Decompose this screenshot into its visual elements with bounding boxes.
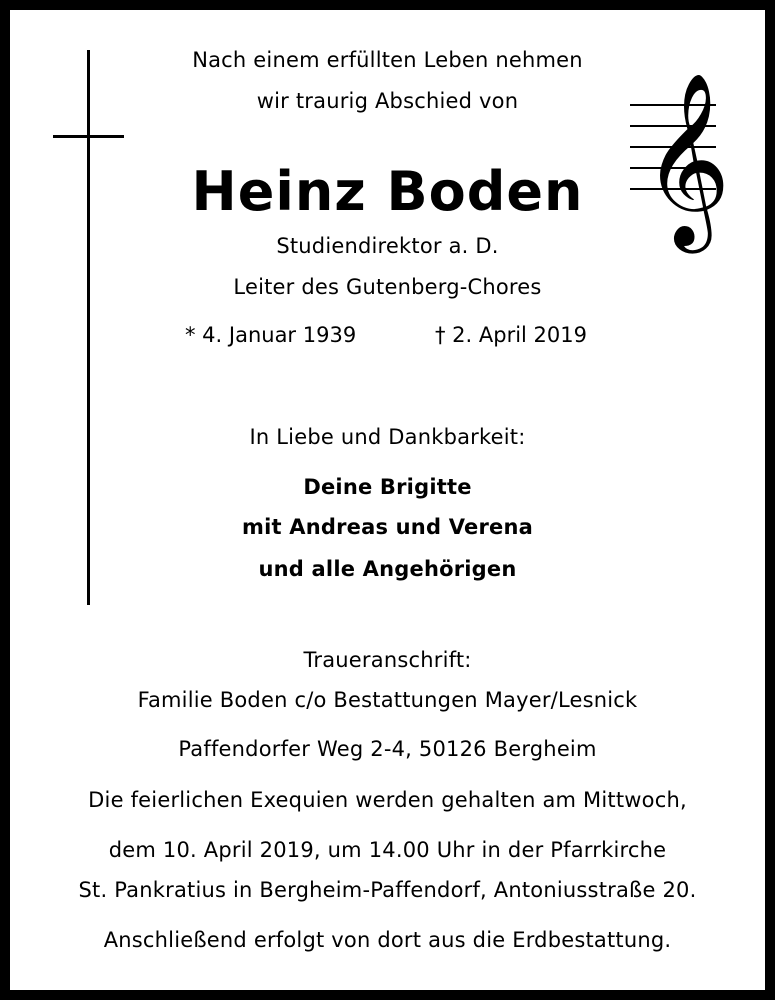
service-line-2: dem 10. April 2019, um 14.00 Uhr in der Pfarrkirche xyxy=(108,838,667,862)
address-heading: Traueranschrift: xyxy=(303,648,472,672)
address-line-2: Paffendorfer Weg 2-4, 50126 Bergheim xyxy=(178,737,597,761)
birth-date: * 4. Januar 1939 xyxy=(185,323,357,347)
intro-line-2: wir traurig Abschied von xyxy=(256,89,519,113)
service-line-3: St. Pankratius in Bergheim-Paffendorf, Antoniusstraße 20. xyxy=(78,878,697,902)
service-line-4: Anschließend erfolgt von dort aus die Erdbestattung. xyxy=(103,928,672,952)
mourner-line-3: und alle Angehörigen xyxy=(258,557,517,581)
service-line-1: Die feierlichen Exequien werden gehalten am Mittwoch, xyxy=(88,788,687,812)
deceased-name: Heinz Boden xyxy=(191,160,584,223)
svg-text:𝄞: 𝄞 xyxy=(642,72,731,246)
mourner-line-1: Deine Brigitte xyxy=(303,475,472,499)
deceased-title: Studiendirektor a. D. xyxy=(276,234,499,258)
intro-line-1: Nach einem erfüllten Leben nehmen xyxy=(192,48,583,72)
mourners-heading: In Liebe und Dankbarkeit: xyxy=(249,425,526,449)
death-date: † 2. April 2019 xyxy=(435,323,588,347)
address-line-1: Familie Boden c/o Bestattungen Mayer/Lesnick xyxy=(137,688,638,712)
mourner-line-2: mit Andreas und Verena xyxy=(242,515,533,539)
deceased-role: Leiter des Gutenberg-Chores xyxy=(233,275,542,299)
